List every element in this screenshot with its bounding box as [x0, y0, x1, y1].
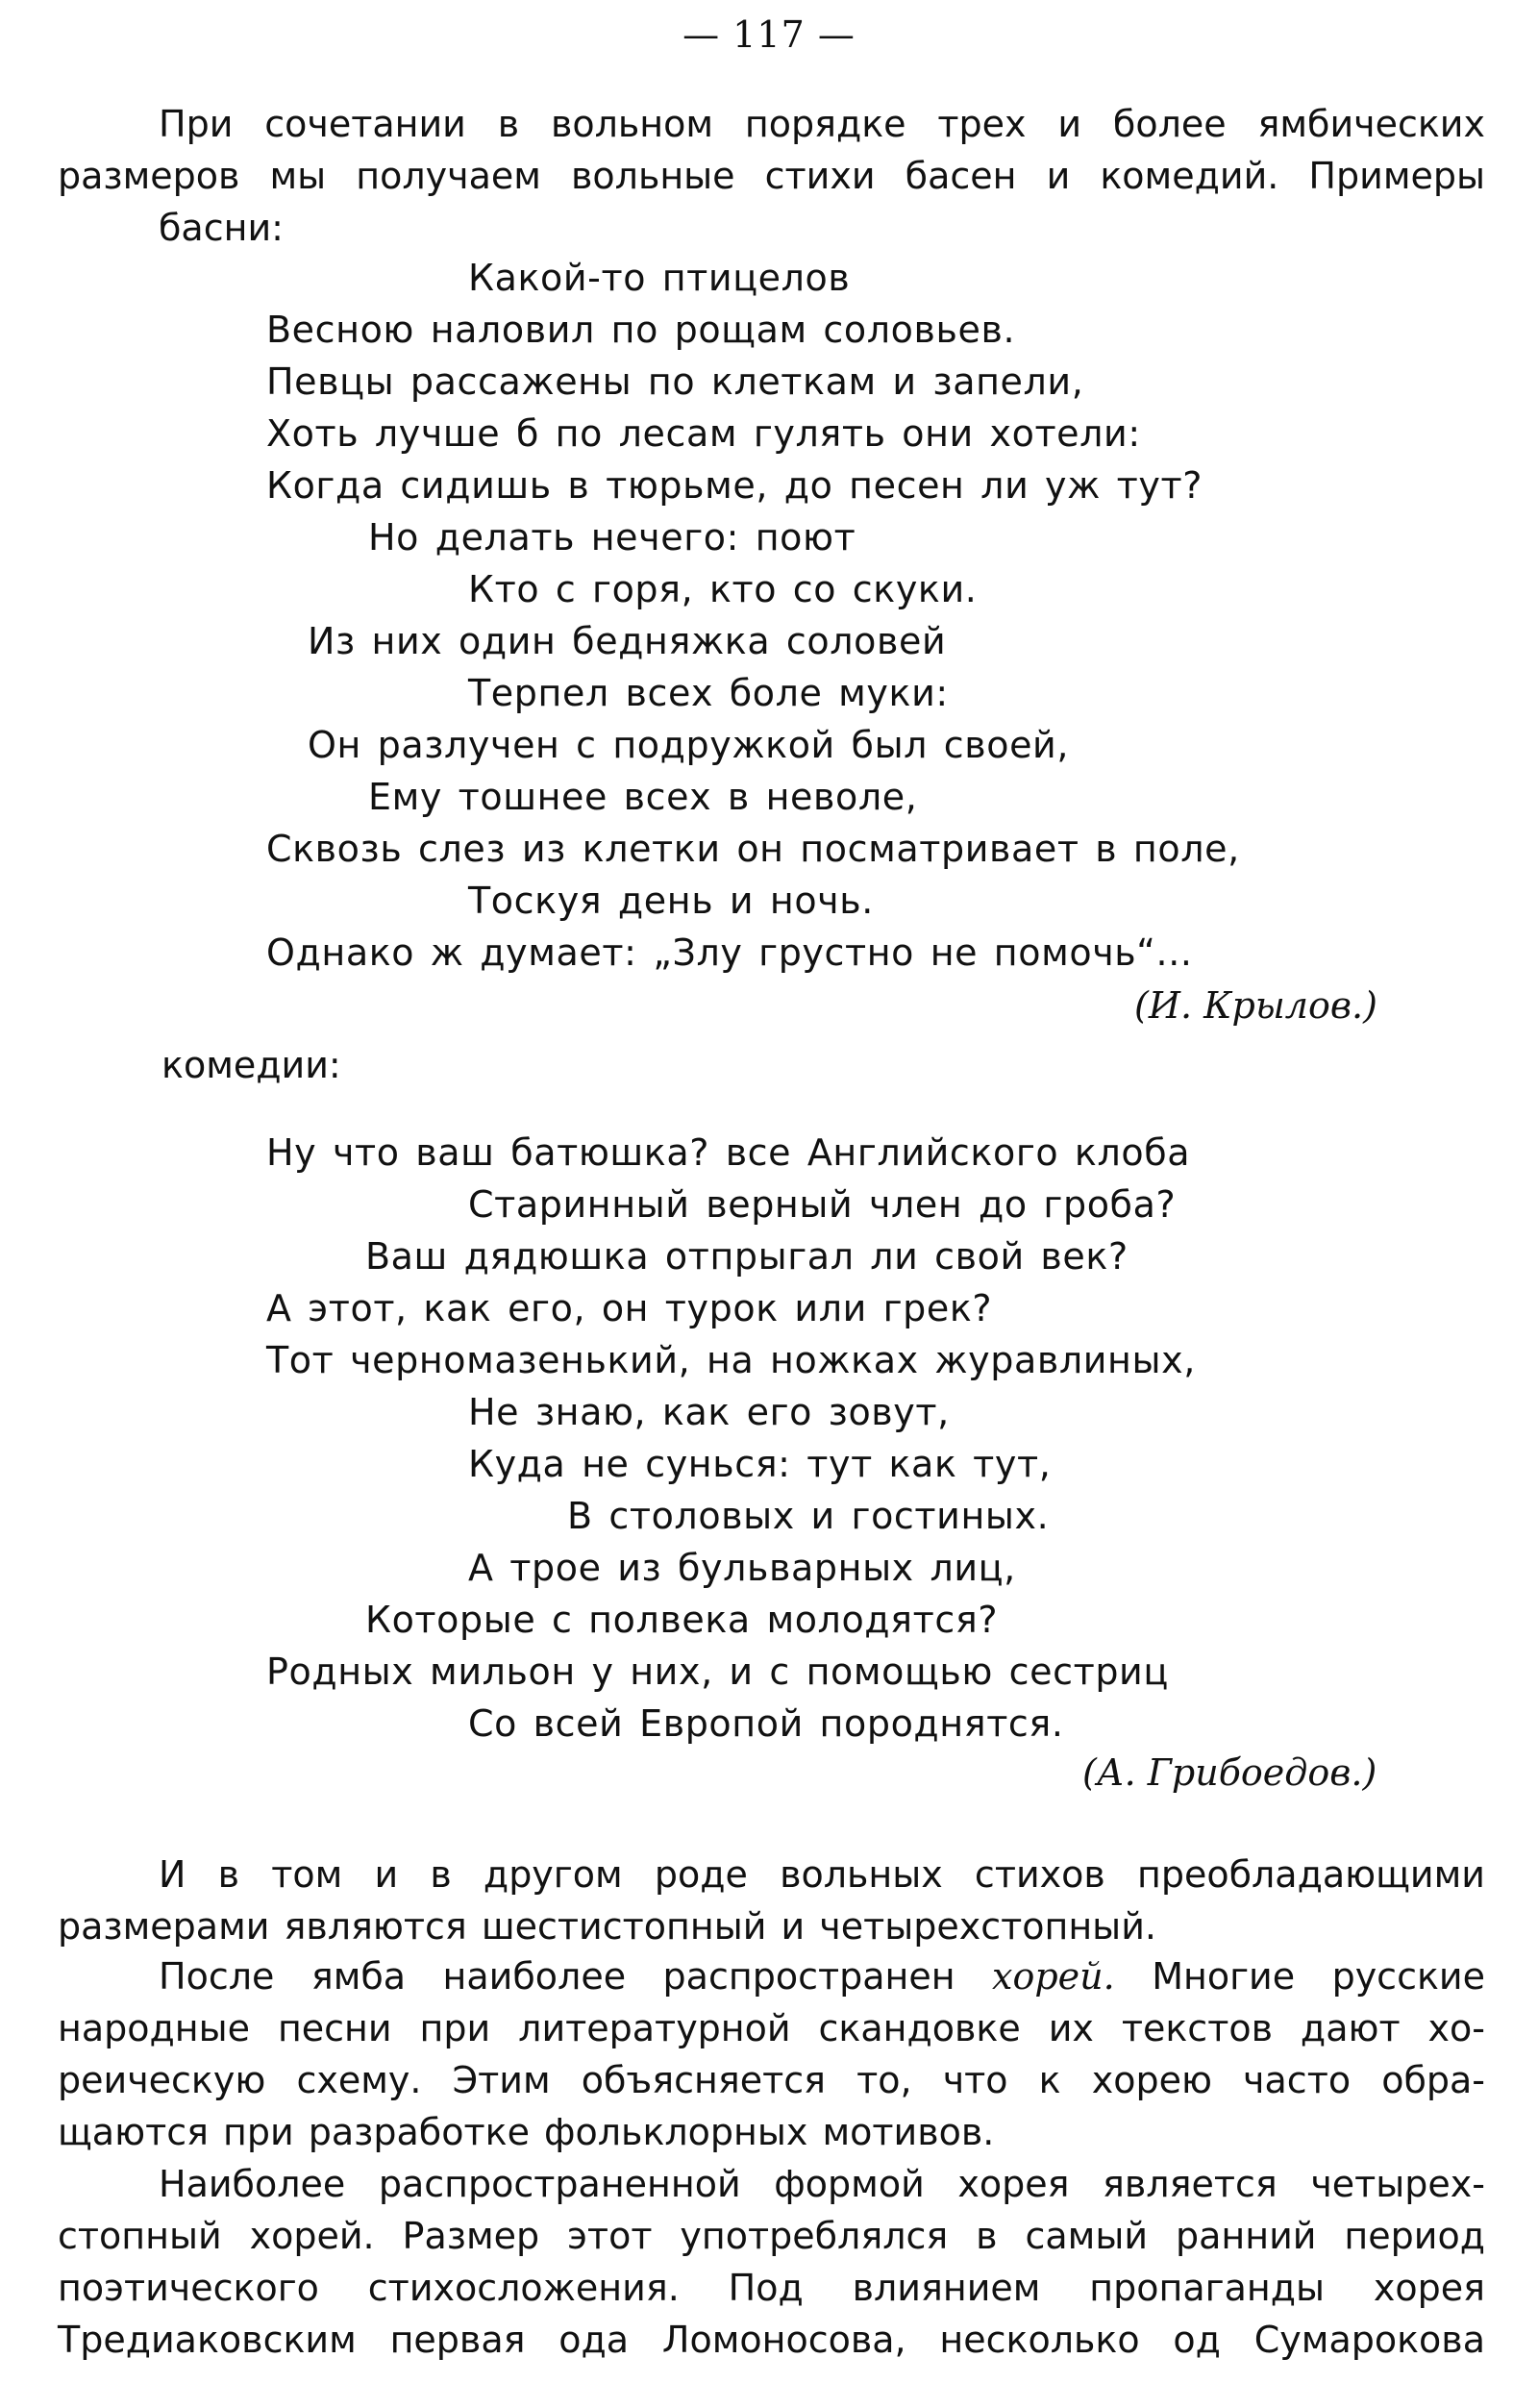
paragraph-line: народные песни при литературной скандовке их текстов дают хо- [58, 2007, 1485, 2049]
verse-line: А трое из бульварных лиц, [468, 1547, 1016, 1589]
verse-line: Кто с горя, кто со скуки. [468, 568, 978, 610]
verse-line: Куда не сунься: тут как тут, [468, 1443, 1052, 1485]
verse-line: Ну что ваш батюшка? все Английского клоба [266, 1131, 1191, 1174]
paragraph-text: После ямба наиболее распространен [159, 1955, 955, 1998]
intro-paragraph [58, 98, 1485, 254]
intro-line: басни: [159, 207, 284, 249]
verse-line: Однако ж думает: „Злу грустно не помочь“... [266, 931, 1193, 974]
verse-line: Со всей Европой породнятся. [468, 1702, 1064, 1745]
verse-line: Ему тошнее всех в неволе, [368, 776, 918, 818]
verse-line: А этот, как его, он турок или грек? [266, 1287, 993, 1329]
page-number: — 117 — [682, 13, 856, 56]
paragraph-line: стопный хорей. Размер этот употреблялся в самый ранний период [58, 2215, 1485, 2257]
paragraph-line [58, 1950, 1485, 2002]
verse-line: Терпел всех боле муки: [468, 672, 949, 714]
paragraph-line: размерами являются шестистопный и четырехстопный. [58, 1905, 1156, 1948]
paragraph-line: щаются при разработке фольклорных мотивов. [58, 2111, 995, 2153]
verse-line: Певцы рассажены по клеткам и запели, [266, 360, 1084, 403]
verse-line: Которые с полвека молодятся? [365, 1599, 999, 1641]
verse-line: Весною наловил по рощам соловьев. [266, 309, 1016, 351]
verse-line: Не знаю, как его зовут, [468, 1391, 950, 1433]
fable-attribution: (И. Крылов.) [1134, 984, 1377, 1027]
verse-line: Родных мильон у них, и с помощью сестриц [266, 1651, 1169, 1693]
verse-line: Какой-то птицелов [468, 257, 851, 299]
paragraph-line: поэтического стихосложения. Под влиянием пропаганды хорея [58, 2267, 1485, 2309]
verse-line: Хоть лучше б по лесам гулять они хотели: [266, 412, 1141, 455]
body-paragraph [58, 1849, 1485, 1952]
verse-line: Тот черномазенький, на ножках журавлиных, [266, 1339, 1196, 1381]
comedy-attribution: (А. Грибоедов.) [1082, 1751, 1377, 1794]
intro-line: При сочетании в вольном порядке трех и более ямбических [159, 103, 1485, 145]
paragraph-line: Наиболее распространенной формой хорея является четырех- [159, 2163, 1485, 2205]
verse-line: Старинный верный член до гроба? [468, 1183, 1177, 1226]
paragraph-line: Тредиаковским первая ода Ломоносова, несколько од Сумарокова [58, 2319, 1485, 2361]
verse-line: В столовых и гостиных. [567, 1495, 1050, 1537]
verse-line: Он разлучен с подружкой был своей, [308, 724, 1070, 766]
verse-line: Но делать нечего: поют [368, 516, 856, 559]
body-paragraph [58, 2158, 1485, 2366]
comedy-label: комедии: [161, 1044, 341, 1086]
verse-line: Сквозь слез из клетки он посматривает в поле, [266, 828, 1240, 870]
paragraph-line: реическую схему. Этим объясняется то, что к хорею часто обра- [58, 2059, 1485, 2101]
emphasis-term: хорей. [992, 1955, 1115, 1998]
intro-line: размеров мы получаем вольные стихи басен и комедий. Примеры [58, 155, 1485, 197]
verse-line: Ваш дядюшка отпрыгал ли свой век? [365, 1235, 1129, 1278]
paragraph-text: Многие русские [1152, 1955, 1485, 1998]
verse-line: Тоскуя день и ночь. [468, 880, 874, 922]
paragraph-line: И в том и в другом роде вольных стихов преобладающими [159, 1853, 1485, 1896]
body-paragraph [58, 1950, 1485, 2158]
verse-line: Из них один бедняжка соловей [308, 620, 947, 662]
verse-line: Когда сидишь в тюрьме, до песен ли уж тут? [266, 464, 1203, 507]
